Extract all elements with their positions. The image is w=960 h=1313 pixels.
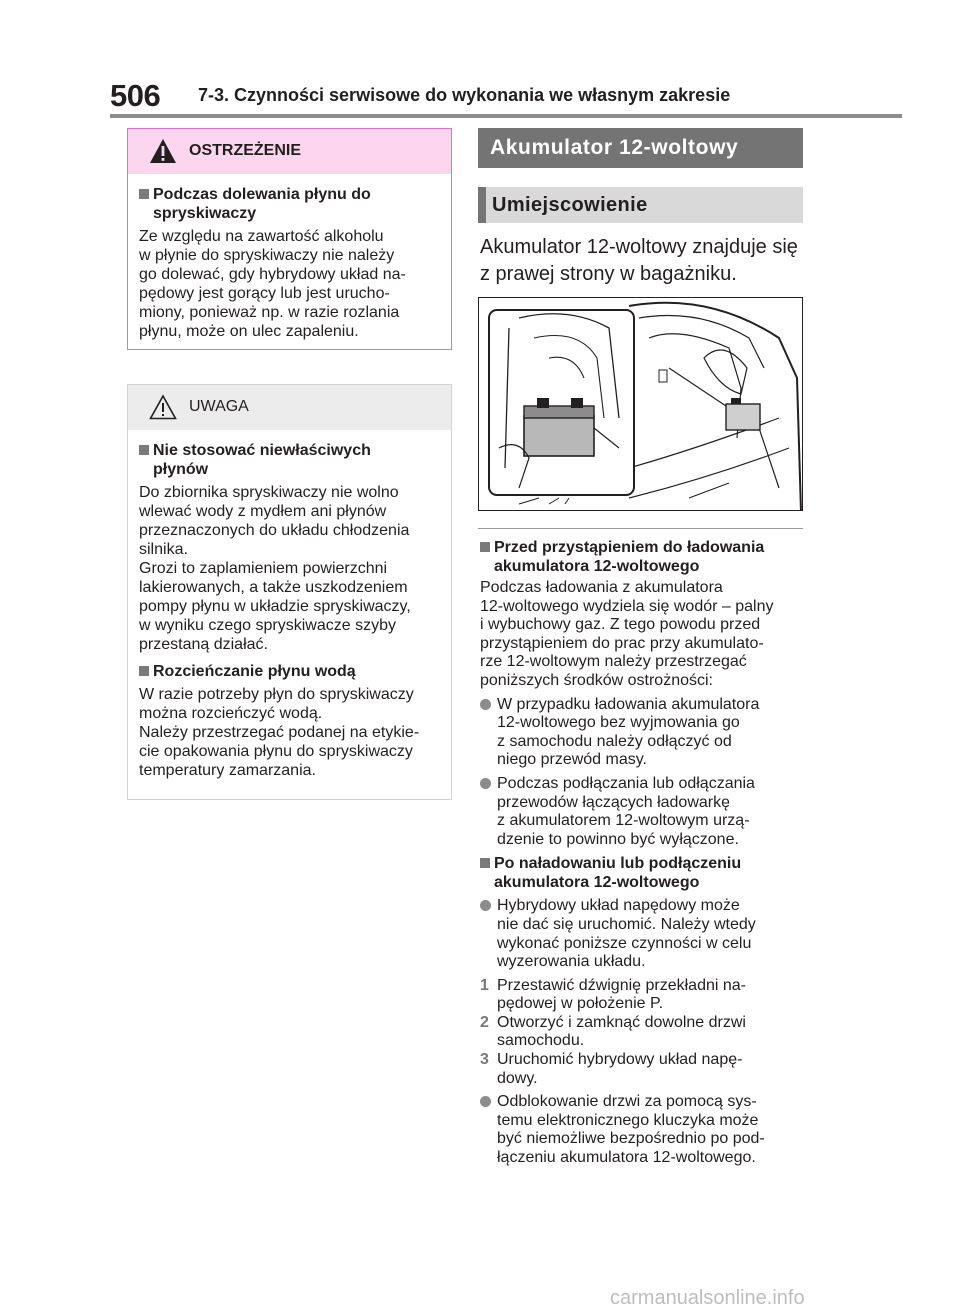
trunk-battery-illustration [478,297,803,511]
step-line: Przestawić dźwignię przekładni na- [497,976,746,994]
warning-title: OSTRZEŻENIE [189,142,302,159]
warning-text: Ze względu na zawartość alkoholu w płynie do spryskiwaczy nie należy go dolewać, gdy hybrydowy układ na- pędowy jest gorący lub jest urucho- miony, ponieważ np. w razie rozlania płynu, może on ulec zapaleniu. [139,228,406,340]
page-header [110,78,900,118]
warning-box [127,128,452,350]
step-number: 1 [480,976,489,994]
heading-line: akumulatora 12-woltowego [494,558,700,575]
section-rule [478,528,803,529]
step-line: dowy. [497,1069,538,1087]
section-title: 7-3. Czynności serwisowe do wykonania we własnym zakresie [198,85,731,105]
footer-watermark: carmanualsonline.info [610,1287,805,1309]
bullet-line: niego przewód masy. [497,751,647,769]
notice-heading-dilution [139,662,443,681]
step-item [480,977,805,1014]
bullet-line: wyzerowania układu. [497,953,646,971]
notice-text-fluids: Do zbiornika spryskiwaczy nie wolno wlewać wody z mydłem ani płynów przeznaczonych do układu chłodzenia silnika. Grozi to zaplamieniem powierzchni lakierowanych, a także uszkodzeniem pompy płynu w układzie spryskiwaczy, w wyniku czego spryskiwacze szyby przestaną działać. [139,484,411,653]
notice-text-dilution: W razie potrzeby płyn do spryskiwaczy można rozcieńczyć wodą. Należy przestrzegać podanej na etykie- cie opakowania płynu do spryskiwaczy temperatury zamarzania. [139,686,420,779]
bullet-line: Hybrydowy układ napędowy może [497,897,740,915]
step-item [480,1051,805,1088]
reset-steps [480,977,805,1089]
notice-heading-fluids [139,441,443,479]
before-charging-heading [480,538,805,576]
list-item [480,897,805,971]
battery-charging-info [480,533,805,1168]
warning-heading-line: Podczas dolewania płynu do [153,186,371,203]
step-number: 2 [480,1013,489,1031]
notice-heading-line: płynów [153,461,209,478]
location-intro: Akumulator 12-woltowy znajduje się z prawej strony w bagażniku. [480,236,798,285]
battery-banner: Akumulator 12-woltowy [478,128,803,168]
step-item [480,1014,805,1051]
bullet-line: wykonać poniższe czynności w celu [497,934,752,952]
bullet-line: dzenie to powinno być wyłączone. [497,830,739,848]
after-charging-heading [480,854,805,892]
step-line: samochodu. [497,1032,585,1050]
warning-heading-line: spryskiwaczy [153,205,257,222]
notice-heading-line: Nie stosować niewłaściwych [153,442,371,459]
caution-triangle-outline-icon [148,393,178,421]
list-item [480,775,805,849]
trunk-battery-drawing [479,298,803,511]
bullet-line: nie dać się uruchomić. Należy wtedy [497,915,756,933]
step-line: pędowej w położenie P. [497,995,664,1013]
header-rule [110,114,902,118]
step-number: 3 [480,1051,489,1069]
bullet-line: być niemożliwe bezpośrednio po pod- [497,1130,765,1148]
heading-line: akumulatora 12-woltowego [494,874,700,892]
bullet-line: z akumulatorem 12-woltowym urzą- [497,812,750,830]
notice-box-header [128,385,451,430]
warning-triangle-icon [148,137,178,165]
bullet-line: z samochodu należy odłączyć od [497,732,732,750]
bullet-line: Odblokowanie drzwi za pomocą sys- [497,1093,757,1111]
notice-box [127,384,452,800]
list-item [480,696,805,770]
before-charging-text: Podczas ładowania z akumulatora 12-woltowego wydziela się wodór – palny i wybuchowy gaz. Z tego powodu przed przystąpieniem do prac przy akumulato- rze 12-woltowym należy przestrzegać poniższych środków ostrożności: [480,579,774,689]
bullet-line: W przypadku ładowania akumulatora [497,695,760,713]
bullet-line: przewodów łączących ładowarkę [497,793,730,811]
list-item [480,1093,805,1167]
warning-box-header [128,129,451,174]
bullet-line: Podczas podłączania lub odłączania [497,774,755,792]
bullet-line: łączeniu akumulatora 12-woltowego. [497,1149,756,1167]
notice-title: UWAGA [189,398,249,415]
page-number: 506 [110,78,161,113]
heading-line: Przed przystąpieniem do ładowania [494,539,765,556]
notice-heading-line: Rozcieńczanie płynu wodą [153,663,356,680]
bullet-line: temu elektronicznego kluczyka może [497,1111,759,1129]
location-subheading: Umiejscowienie [478,187,803,223]
warning-heading [139,185,443,223]
bullet-line: 12-woltowego bez wyjmowania go [497,714,740,732]
heading-line: Po naładowaniu lub podłączeniu [494,855,742,873]
step-line: Uruchomić hybrydowy układ napę- [497,1051,743,1069]
step-line: Otworzyć i zamknąć dowolne drzwi [497,1013,746,1031]
